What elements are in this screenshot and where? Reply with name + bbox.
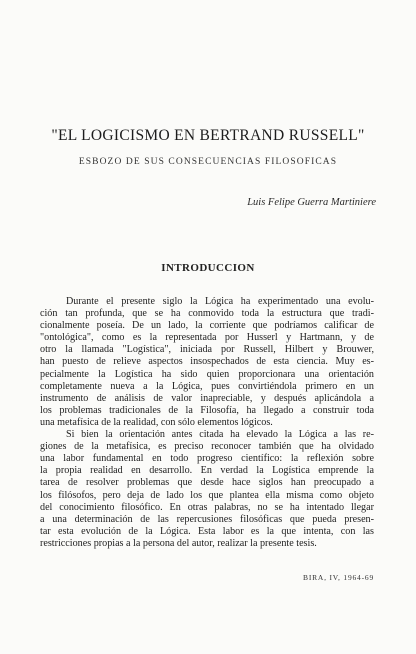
text-line: los problemas tradicionales de la Filosofía, ha llegado a construir toda — [40, 404, 374, 416]
text-line: instrumento de análisis de valor inapreciable, y después aplicándola a — [40, 392, 374, 404]
text-line: la propia realidad en desarrollo. En verdad la Logística emprende la — [40, 465, 374, 477]
text-line: una labor fundamental en todo progreso científico: la reflexión sobre — [40, 453, 374, 465]
text-line: "ontológica", como es la representada por Husserl y Hartmann, y de — [40, 332, 374, 344]
text-line: ción tan profunda, que se ha conmovido toda la estructura que tradi- — [40, 308, 374, 320]
text-line: cionalmente poseía. De un lado, la corriente que podríamos calificar de — [40, 320, 374, 332]
text-line: han puesto de relieve aspectos insospechados de esta ciencia. Muy es- — [40, 356, 374, 368]
text-line: otro la llamada "Logística", iniciada por Russell, Hilbert y Brouwer, — [40, 344, 374, 356]
page-footer: BIRA, IV, 1964-69 — [303, 573, 374, 582]
body-text — [40, 296, 374, 550]
text-line: Durante el presente siglo la Lógica ha experimentado una evolu- — [66, 296, 374, 307]
paragraph — [40, 296, 374, 429]
text-line: completamente nueva a la Lógica, pues convirtiéndola primero en un — [40, 380, 374, 392]
document-subtitle: ESBOZO DE SUS CONSECUENCIAS FILOSOFICAS — [78, 157, 338, 167]
text-line: pecialmente la Logística ha sido quien proporcionara una orientación — [40, 368, 374, 380]
paragraph — [40, 429, 374, 550]
text-line: giones de la metafísica, es preciso reconocer también que ha olvidado — [40, 441, 374, 453]
document-title: "EL LOGICISMO EN BERTRAND RUSSELL" — [51, 127, 365, 144]
text-line: restricciones propias a la persona del autor, realizar la presente tesis. — [40, 537, 317, 549]
text-line: a una determinación de las repercusiones filosóficas que pueda presen- — [40, 513, 374, 525]
text-line: Si bien la orientación antes citada ha elevado la Lógica a las re- — [66, 429, 374, 441]
text-line: tarea de resolver problemas que desde hace siglos han preocupado a — [40, 477, 374, 489]
text-line: tar esta evolución de la Lógica. Esta labor es la que intenta, con las — [40, 525, 374, 537]
text-line: del conocimiento filosófico. En otras palabras, no se ha intentado llegar — [40, 501, 374, 513]
text-line: una metafísica de la realidad, con sólo elementos lógicos. — [40, 416, 273, 428]
author-name: Luis Felipe Guerra Martiniere — [247, 197, 376, 208]
text-line: los filósofos, pero deja de lado los que plantea ella misma como objeto — [40, 489, 374, 501]
section-heading: INTRODUCCION — [161, 262, 255, 274]
